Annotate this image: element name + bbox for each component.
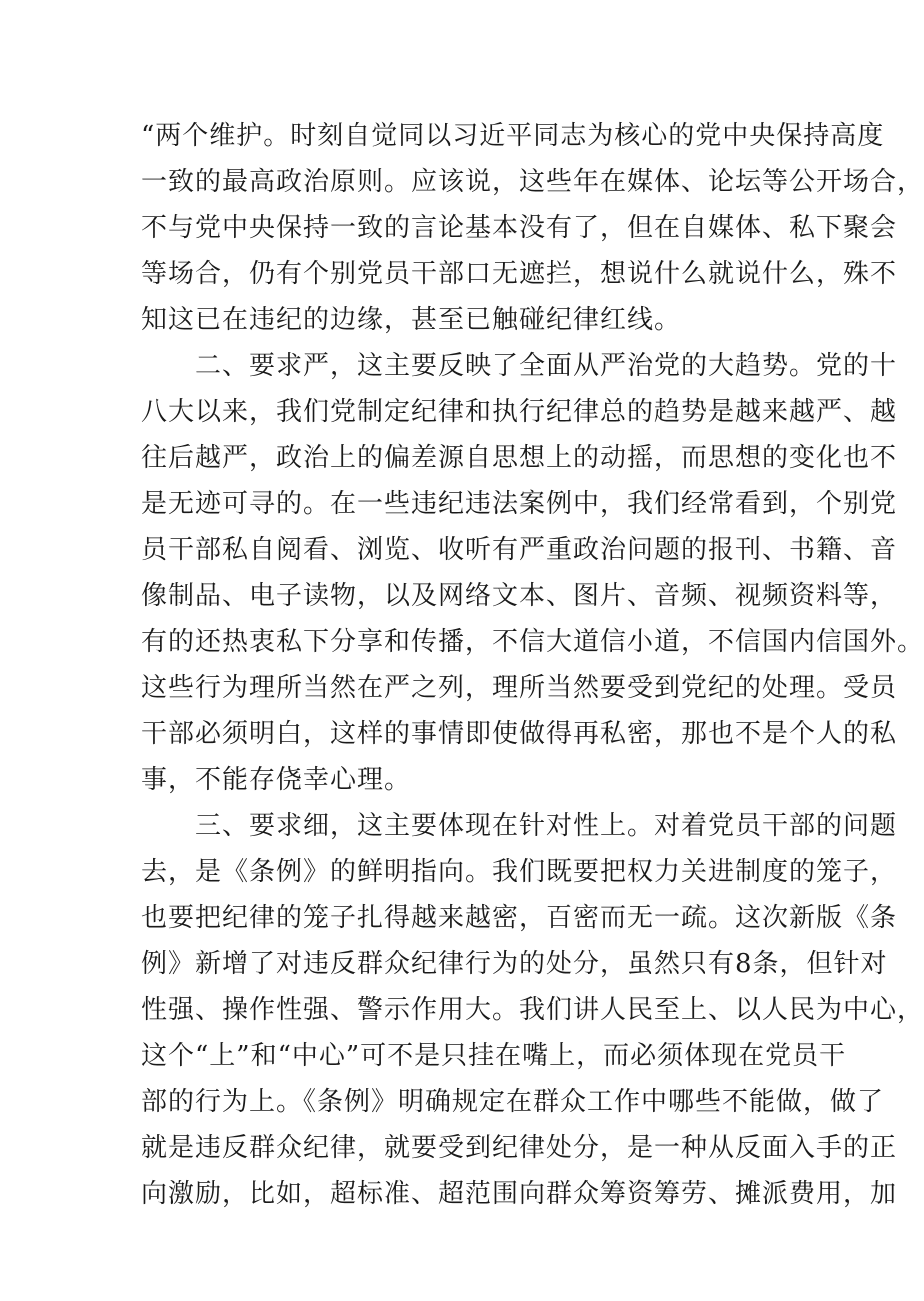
- text-line-9: 是无迹可寻的。在一些违纪违法案例中，我们经常看到，个别党: [141, 489, 898, 519]
- document-body: [141, 113, 924, 1217]
- text-line-13: 这些行为理所当然在严之列，理所当然要受到党纪的处理。受员: [141, 673, 898, 703]
- text-line-5: 知这已在违纪的边缘，甚至已触碰纪律红线。: [141, 305, 682, 335]
- text-line-8: 往后越严，政治上的偏差源自思想上的动摇，而思想的变化也不: [141, 443, 898, 473]
- text-line-16: 三、要求细，这主要体现在针对性上。对着党员干部的问题: [141, 811, 898, 841]
- text-line-11: 像制品、电子读物，以及网络文本、图片、音频、视频资料等，: [141, 581, 898, 611]
- text-line-18: 也要把纪律的笼子扎得越来越密，百密而无一疏。这次新版《条: [141, 903, 898, 933]
- text-line-3: 不与党中央保持一致的言论基本没有了，但在自媒体、私下聚会: [141, 213, 898, 243]
- text-line-22: 部的行为上。《条例》明确规定在群众工作中哪些不能做，做了: [141, 1087, 885, 1117]
- text-line-2: 一致的最高政治原则。应该说，这些年在媒体、论坛等公开场合，: [141, 167, 924, 197]
- text-line-20: 性强、操作性强、警示作用大。我们讲人民至上、以人民为中心，: [141, 995, 924, 1025]
- text-line-7: 八大以来，我们党制定纪律和执行纪律总的趋势是越来越严、越: [141, 397, 898, 427]
- text-line-23: 就是违反群众纪律，就要受到纪律处分，是一种从反面入手的正: [141, 1133, 898, 1163]
- text-line-15: 事，不能存侥幸心理。: [141, 765, 412, 795]
- text-line-12: 有的还热衷私下分享和传播，不信大道信小道，不信国内信国外。: [141, 627, 924, 657]
- text-line-6: 二、要求严，这主要反映了全面从严治党的大趋势。党的十: [141, 351, 898, 381]
- text-line-21: 这个“上”和“中心”可不是只挂在嘴上，而必须体现在党员干: [141, 1041, 847, 1071]
- text-line-10: 员干部私自阅看、浏览、收听有严重政治问题的报刊、书籍、音: [141, 535, 898, 565]
- text-line-4: 等场合，仍有个别党员干部口无遮拦，想说什么就说什么，殊不: [141, 259, 898, 289]
- text-line-19: 例》新增了对违反群众纪律行为的处分，虽然只有8条，但针对: [141, 949, 888, 979]
- text-line-24: 向激励，比如，超标准、超范围向群众筹资筹劳、摊派费用，加: [141, 1179, 898, 1209]
- text-line-1: “两个维护。时刻自觉同以习近平同志为核心的党中央保持高度: [141, 121, 885, 151]
- text-line-14: 干部必须明白，这样的事情即使做得再私密，那也不是个人的私: [141, 719, 898, 749]
- text-line-17: 去，是《条例》的鲜明指向。我们既要把权力关进制度的笼子，: [141, 857, 898, 887]
